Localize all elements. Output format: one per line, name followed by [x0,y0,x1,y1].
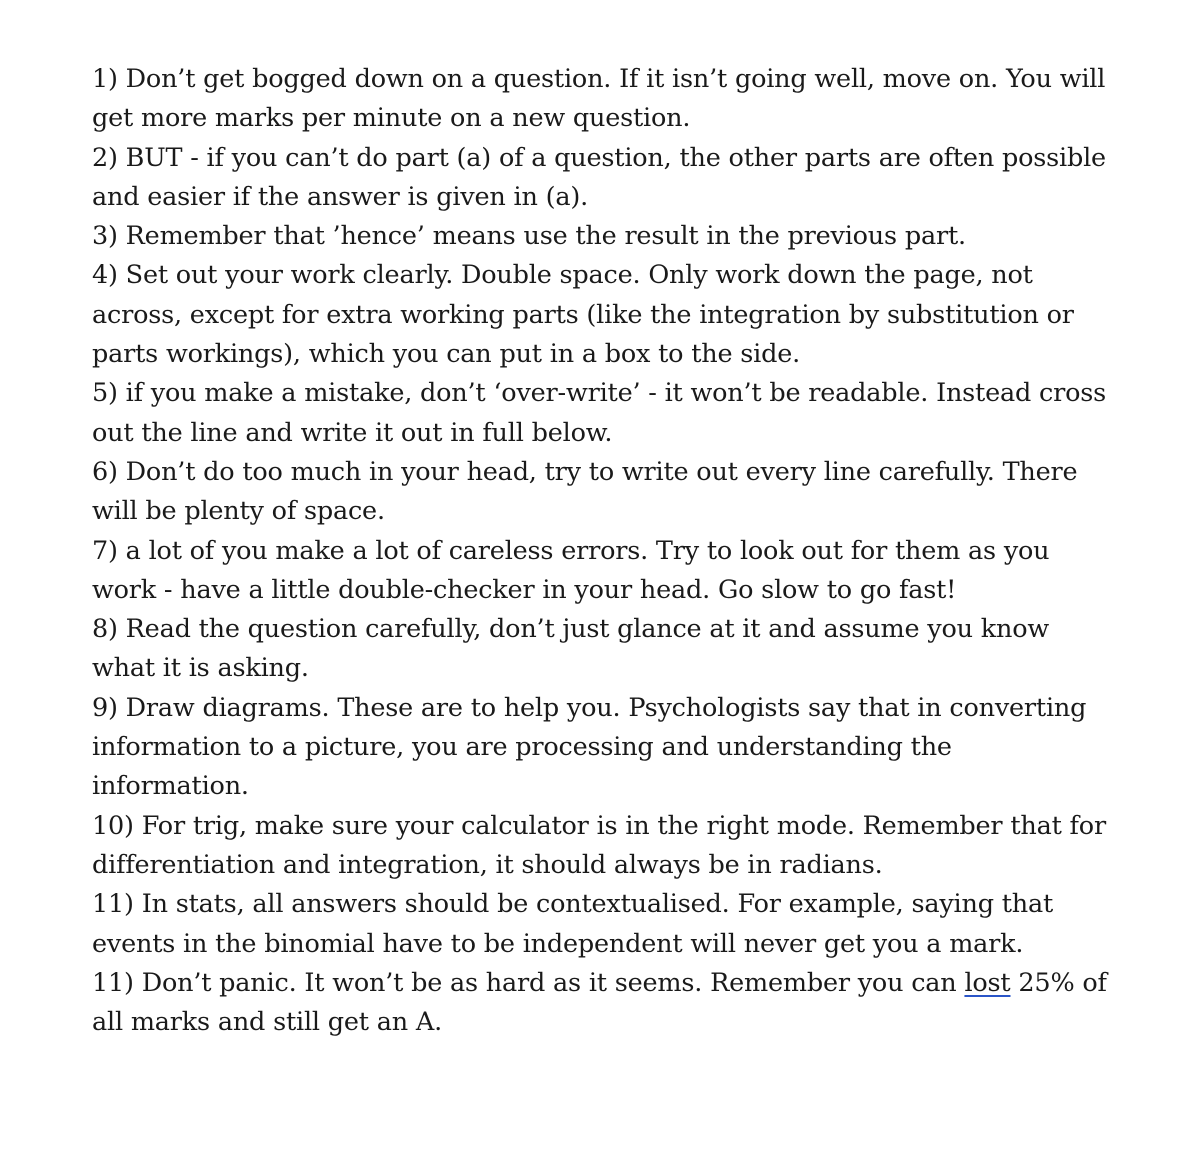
tip-11-stats: 11) In stats, all answers should be contextualised. For example, saying that events in the binomial have to be independent will never get you a mark. [92,889,1054,959]
tip-9: 9) Draw diagrams. These are to help you. Psychologists say that in converting information to a picture, you are processing and understanding the information. [92,692,1087,802]
tip-8: 8) Read the question carefully, don’t just glance at it and assume you know what it is asking. [92,614,1049,684]
tip-4: 4) Set out your work clearly. Double space. Only work down the page, not across, except for extra working parts (like the integration by substitution or parts workings), which you can put in a box to the side. [92,260,1074,370]
tip-6: 6) Don’t do too much in your head, try to write out every line carefully. There will be plenty of space. [92,456,1078,527]
tip-5: 5) if you make a mistake, don’t ‘over-write’ - it won’t be readable. Instead cross out the line and write it out in full below. [92,378,1107,448]
tip-3: 3) Remember that ’hence’ means use the result in the previous part. [92,221,966,252]
tip-11-panic-before: 11) Don’t panic. It won’t be as hard as it seems. Remember you can [92,967,965,998]
tip-1: 1) Don’t get bogged down on a question. If it isn’t going well, move on. You will get more marks per minute on a new question. [92,64,1106,134]
grammar-flagged-word[interactable]: lost [964,967,1011,998]
tip-11-panic-after: 25% of all marks and still get an A. [92,967,1107,1038]
tip-10: 10) For trig, make sure your calculator is in the right mode. Remember that for differentiation and integration, it should always be in radians. [92,810,1106,880]
tip-11-panic [92,964,1112,1043]
document-body [92,60,1112,1042]
tip-2: 2) BUT - if you can’t do part (a) of a question, the other parts are often possible and easier if the answer is given in (a). [92,142,1106,212]
tip-7: 7) a lot of you make a lot of careless errors. Try to look out for them as you work - have a little double-checker in your head. Go slow to go fast! [92,535,1050,605]
